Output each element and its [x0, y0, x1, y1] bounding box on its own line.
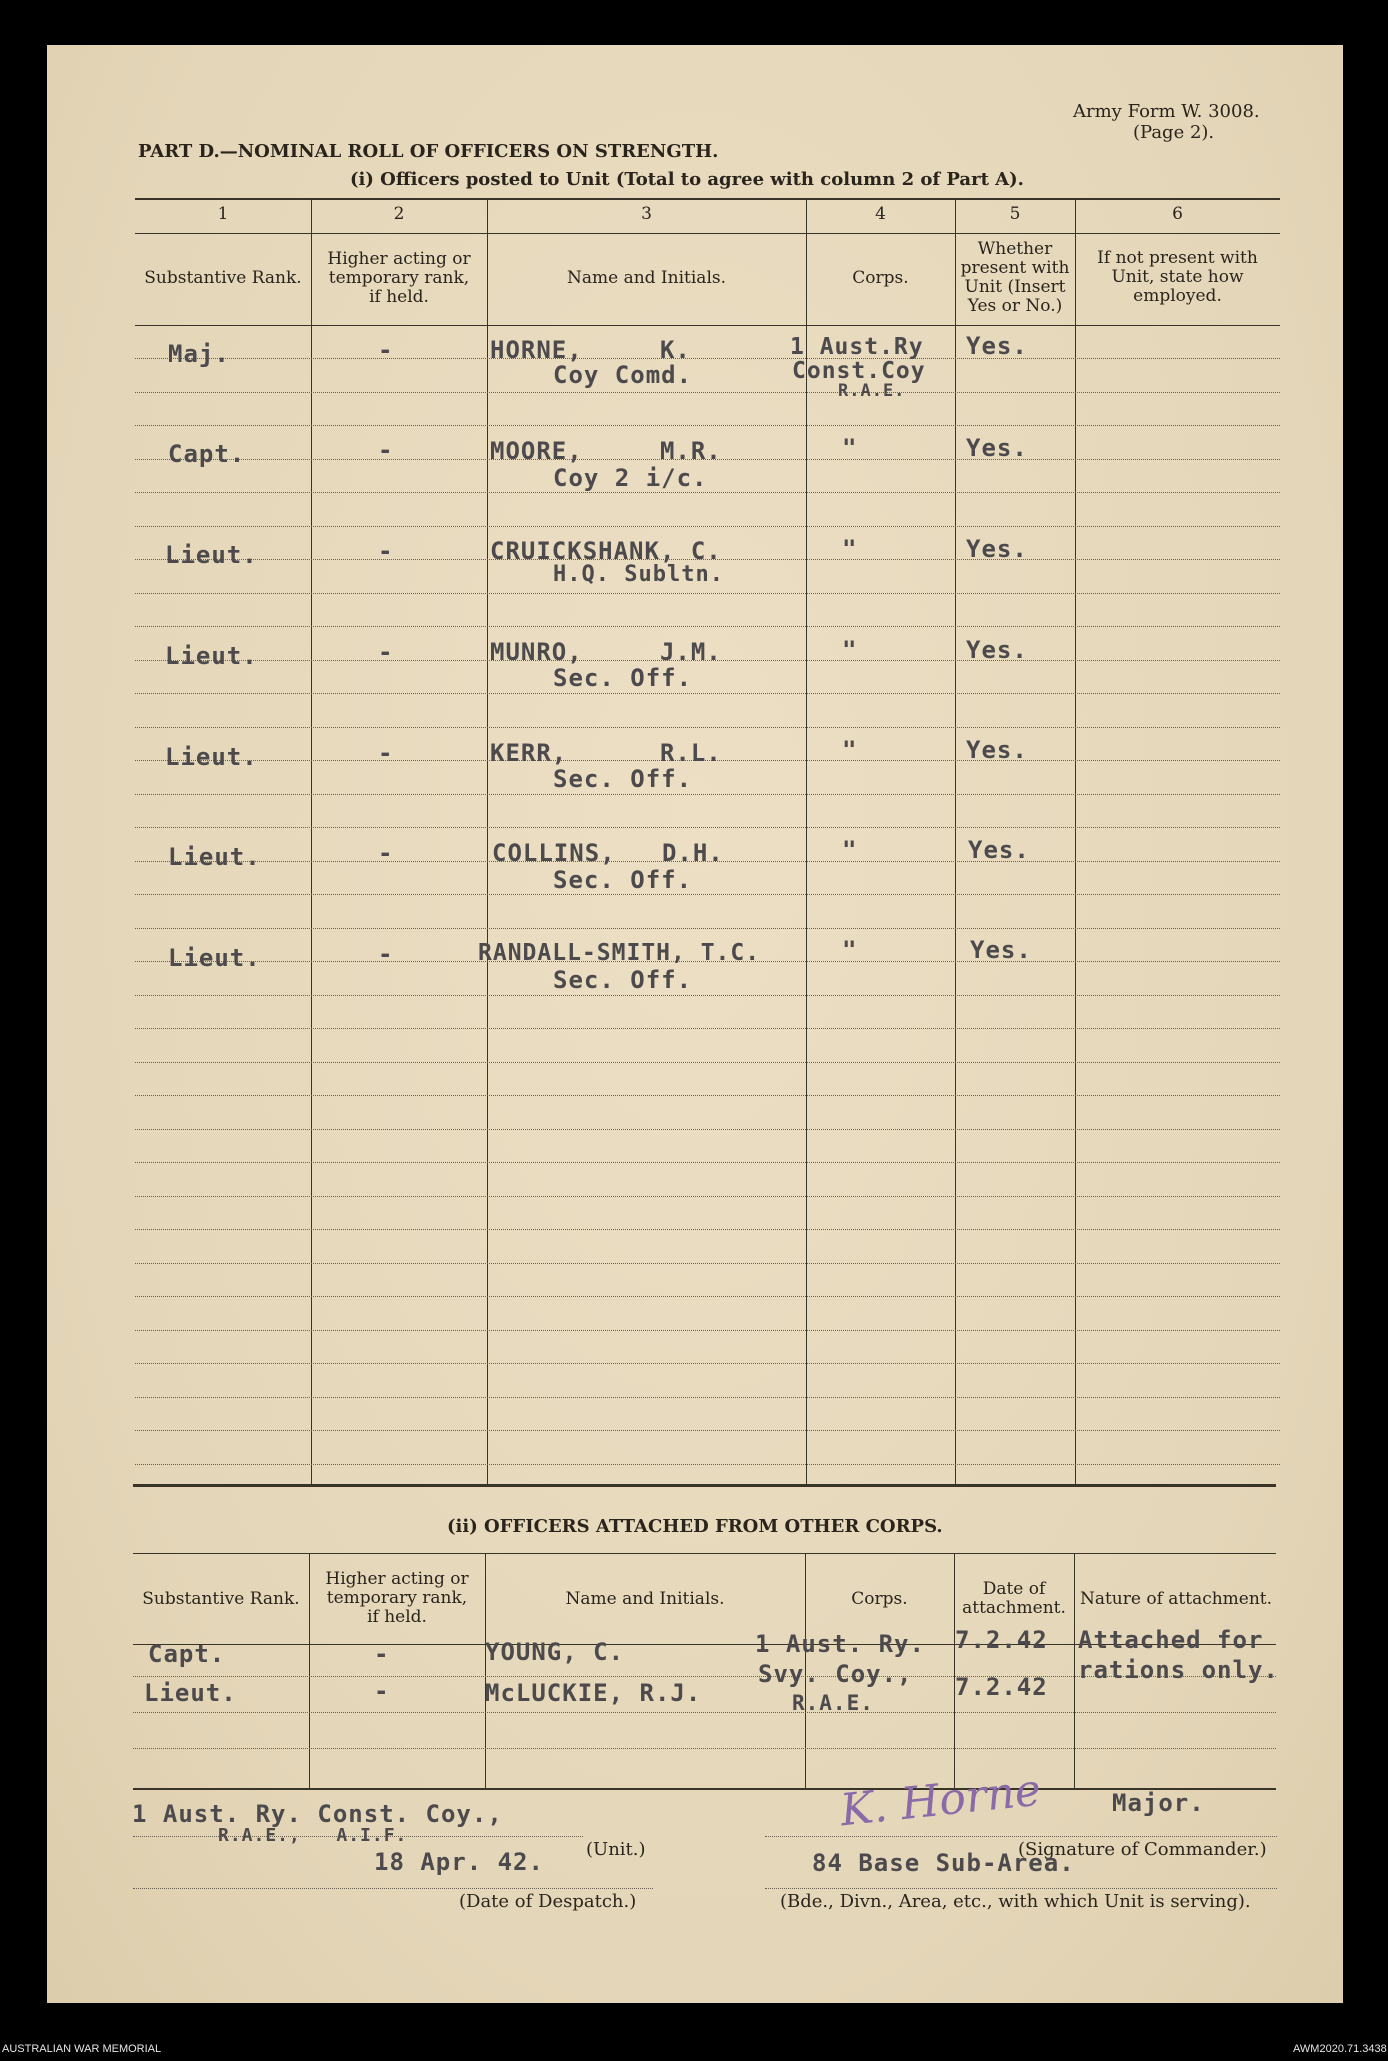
col-number: 5 — [1009, 204, 1021, 224]
col-number: 1 — [217, 204, 229, 224]
unit-line2: R.A.E., A.I.F. — [218, 1825, 408, 1846]
ruled-line — [135, 1397, 1280, 1398]
higher-rank-cell: - — [378, 940, 394, 968]
corps-cell: " — [842, 535, 858, 563]
ruled-line — [135, 1028, 1280, 1029]
corps-cell: " — [842, 434, 858, 462]
present-cell: Yes. — [966, 434, 1028, 462]
corps-cell: " — [842, 736, 858, 764]
ruled-line — [135, 1196, 1280, 1197]
ruled-line — [135, 1162, 1280, 1163]
name-cell: CRUICKSHANK, C. — [490, 537, 722, 565]
archive-reference: AWM2020.71.3438 — [1293, 2043, 1387, 2055]
unit-line1: 1 Aust. Ry. Const. Coy., — [132, 1800, 503, 1828]
corps-cell: " — [842, 836, 858, 864]
ruled-line — [135, 1229, 1280, 1230]
name-cell: HORNE, K. — [490, 336, 691, 364]
corps-cell: " — [842, 636, 858, 664]
header-present: Whether present with Unit (Insert Yes or No.) — [960, 239, 1070, 316]
rank-cell: Lieut. — [165, 541, 258, 569]
name-cell: MUNRO, J.M. — [490, 638, 722, 666]
nature-cell: Attached for — [1078, 1626, 1264, 1654]
present-cell: Yes. — [966, 736, 1028, 764]
ruled-line — [135, 1363, 1280, 1364]
archive-credit: AUSTRALIAN WAR MEMORIAL — [2, 2043, 162, 2055]
nature-cell-line2: rations only. — [1078, 1656, 1279, 1684]
rank-cell: Lieut. — [165, 743, 258, 771]
appointment-cell: Coy 2 i/c. — [553, 464, 708, 492]
despatch-label: (Date of Despatch.) — [459, 1891, 637, 1912]
higher-rank-cell: - — [378, 336, 394, 364]
ruled-line — [135, 358, 1280, 359]
corps-cell-line2: Const.Coy — [792, 358, 926, 384]
ruled-line — [135, 1330, 1280, 1331]
area-label: (Bde., Divn., Area, etc., with which Unit is serving). — [780, 1891, 1251, 1912]
corps-cell: " — [842, 936, 858, 964]
appointment-cell: Coy Comd. — [553, 361, 693, 389]
col-number: 3 — [641, 204, 652, 224]
form-page: (Page 2). — [1133, 122, 1215, 143]
col-number: 2 — [393, 204, 405, 224]
header-nature: Nature of attachment. — [1079, 1589, 1273, 1609]
higher-rank-cell: - — [378, 436, 394, 464]
corps-cell-line3: R.A.E. — [792, 1691, 874, 1715]
section1-title: (i) Officers posted to Unit (Total to agree with column 2 of Part A). — [350, 169, 1024, 190]
rank-cell: Maj. — [168, 340, 230, 368]
commander-rank: Major. — [1112, 1789, 1205, 1817]
higher-rank-cell: - — [378, 537, 394, 565]
col-number: 4 — [875, 204, 886, 224]
name-cell: McLUCKIE, R.J. — [485, 1679, 702, 1707]
ruled-line — [135, 593, 1280, 594]
header-date: Date of attachment. — [962, 1579, 1066, 1618]
present-cell: Yes. — [968, 836, 1030, 864]
unit-label: (Unit.) — [586, 1839, 646, 1860]
ruled-line — [135, 425, 1280, 426]
ruled-line — [135, 827, 1280, 828]
appointment-cell: H.Q. Subltn. — [553, 562, 724, 587]
corps-cell: 1 Aust. Ry. — [755, 1630, 925, 1658]
header-name: Name and Initials. — [566, 268, 727, 288]
date-cell: 7.2.42 — [955, 1673, 1048, 1701]
corps-cell-line2: Svy. Coy., — [758, 1660, 913, 1688]
form-number: Army Form W. 3008. — [1073, 101, 1260, 122]
present-cell: Yes. — [966, 332, 1028, 360]
rank-cell: Capt. — [168, 440, 246, 468]
present-cell: Yes. — [966, 636, 1028, 664]
header-higher-rank: Higher acting or temporary rank, if held. — [325, 1569, 469, 1627]
ruled-line — [135, 727, 1280, 728]
ruled-line — [135, 1464, 1280, 1465]
col-number: 6 — [1172, 204, 1183, 224]
ruled-line — [135, 1296, 1280, 1297]
rank-cell: Lieut. — [144, 1679, 237, 1707]
present-cell: Yes. — [966, 535, 1028, 563]
name-cell: YOUNG, C. — [485, 1638, 625, 1666]
ruled-line — [135, 1062, 1280, 1063]
higher-rank-cell: - — [378, 839, 394, 867]
ruled-line — [135, 693, 1280, 694]
corps-cell: 1 Aust.Ry — [790, 334, 924, 360]
name-cell: MOORE, M.R. — [490, 437, 722, 465]
higher-rank-cell: - — [374, 1677, 390, 1705]
ruled-line — [135, 894, 1280, 895]
ruled-line — [135, 1263, 1280, 1264]
rank-cell: Capt. — [148, 1640, 226, 1668]
signature-label: (Signature of Commander.) — [1018, 1839, 1267, 1860]
appointment-cell: Sec. Off. — [553, 765, 693, 793]
name-cell: KERR, R.L. — [490, 739, 722, 767]
ruled-line — [135, 392, 1280, 393]
date-cell: 7.2.42 — [955, 1626, 1048, 1654]
corps-cell-line3: R.A.E. — [838, 381, 906, 401]
ruled-line — [133, 1712, 1276, 1713]
name-cell: RANDALL-SMITH, T.C. — [478, 940, 761, 966]
higher-rank-cell: - — [378, 739, 394, 767]
area: 84 Base Sub-Area. — [812, 1849, 1075, 1877]
rank-cell: Lieut. — [165, 642, 258, 670]
rank-cell: Lieut. — [168, 944, 261, 972]
ruled-line — [135, 794, 1280, 795]
header-corps: Corps. — [851, 1589, 908, 1609]
higher-rank-cell: - — [378, 638, 394, 666]
ruled-line — [135, 928, 1280, 929]
header-higher-rank: Higher acting or temporary rank, if held. — [327, 249, 471, 307]
commander-signature: K. Horne — [837, 1764, 1044, 1837]
ruled-line — [135, 995, 1280, 996]
ruled-line — [135, 526, 1280, 527]
despatch-date: 18 Apr. 42. — [374, 1848, 544, 1876]
appointment-cell: Sec. Off. — [553, 664, 693, 692]
header-corps: Corps. — [852, 268, 909, 288]
rank-cell: Lieut. — [168, 843, 261, 871]
ruled-line — [135, 1095, 1280, 1096]
appointment-cell: Sec. Off. — [553, 866, 693, 894]
section2-title: (ii) OFFICERS ATTACHED FROM OTHER CORPS. — [447, 1516, 943, 1537]
present-cell: Yes. — [970, 936, 1032, 964]
ruled-line — [135, 626, 1280, 627]
header-rank: Substantive Rank. — [144, 268, 302, 288]
name-cell: COLLINS, D.H. — [492, 839, 724, 867]
header-not-present: If not present with Unit, state how employed. — [1097, 248, 1258, 306]
form-paper — [47, 45, 1343, 2003]
header-rank: Substantive Rank. — [142, 1589, 300, 1609]
higher-rank-cell: - — [374, 1640, 390, 1668]
appointment-cell: Sec. Off. — [553, 966, 693, 994]
part-title: PART D.—NOMINAL ROLL OF OFFICERS ON STRENGTH. — [138, 141, 719, 162]
ruled-line — [135, 1129, 1280, 1130]
ruled-line — [135, 492, 1280, 493]
ruled-line — [133, 1748, 1276, 1749]
ruled-line — [135, 1430, 1280, 1431]
header-name: Name and Initials. — [565, 1589, 725, 1609]
